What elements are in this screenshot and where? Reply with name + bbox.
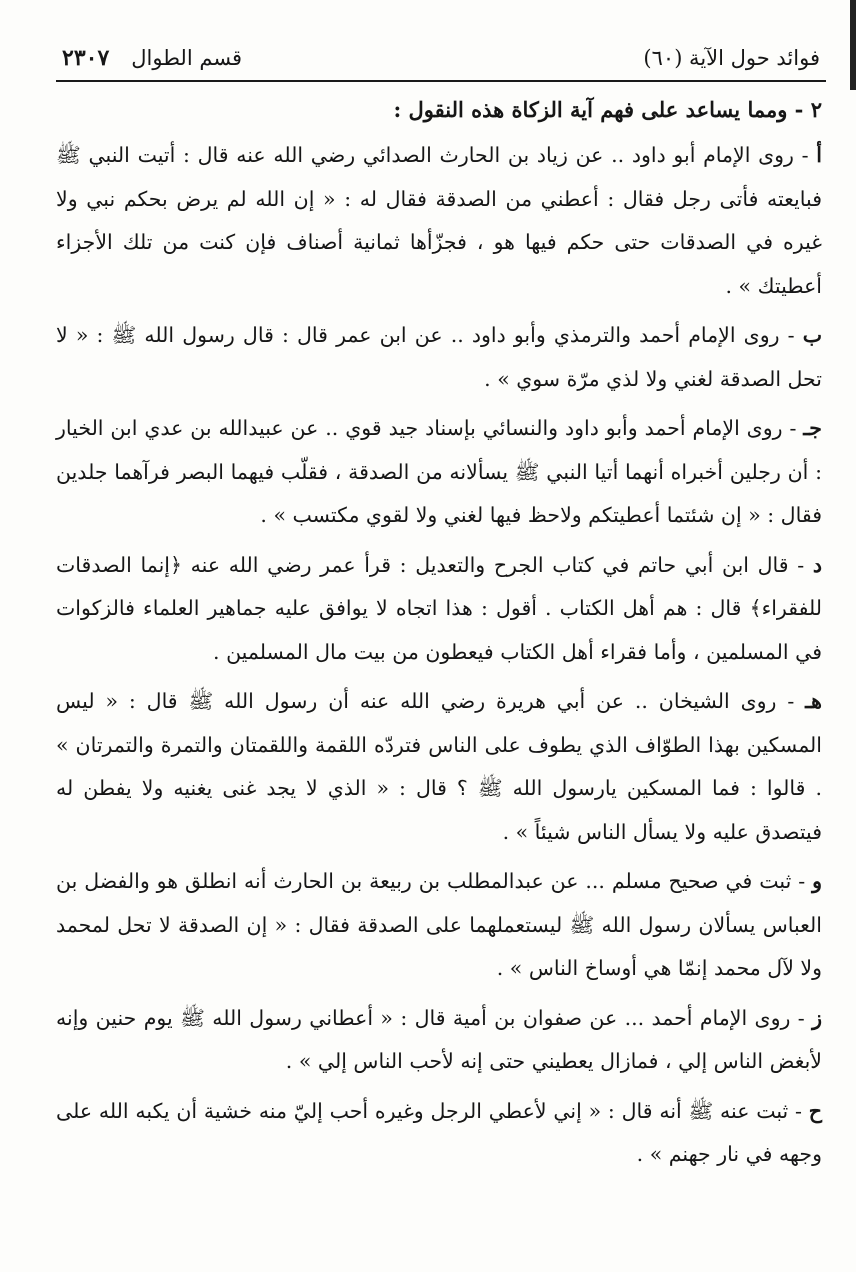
entry-alif: أ - روى الإمام أبو داود .. عن زياد بن الحارث الصدائي رضي الله عنه قال : أتيت النبي ﷺ فبايعته فأتى رجل فقال : أعطني من الصدقة فقال له : « إن الله لم يرض بحكم نبي ولا غيره في الصدقات حتى حكم فيها هو ، فجزّأها ثمانية أصناف فإن كنت من تلك الأجزاء أعطيتك » . (56, 143, 822, 298)
running-header (56, 42, 826, 82)
entry-marker: هـ (805, 689, 822, 713)
page-number: ٢٣٠٧ (62, 45, 110, 71)
header-title: فوائد حول الآية (٦٠) (643, 46, 820, 70)
page-edge-shadow (850, 0, 856, 90)
entry-ba: ب - روى الإمام أحمد والترمذي وأبو داود .. عن ابن عمر قال : قال رسول الله ﷺ : « لا تحل الصدقة لغني ولا لذي مرّة سوي » . (56, 323, 822, 391)
entry-dal: د - قال ابن أبي حاتم في كتاب الجرح والتعديل : قرأ عمر رضي الله عنه ﴿إنما الصدقات للفقراء﴾ قال : هم أهل الكتاب . أقول : هذا اتجاه لا يوافق عليه جماهير العلماء فالزكوات في المسلمين ، وأما فقراء أهل الكتاب فيعطون من بيت مال المسلمين . (56, 552, 822, 664)
entry-ha: هـ - روى الشيخان .. عن أبي هريرة رضي الله عنه أن رسول الله ﷺ قال : « ليس المسكين بهذا الطوّاف الذي يطوف على الناس فتردّه اللقمة واللقمتان والتمرة والتمرتان » . قالوا : فما المسكين يارسول الله ﷺ ؟ قال : « الذي لا يجد غنى يغنيه ولا يفطن له فيتصدق عليه ولا يسأل الناس شيئاً » . (56, 689, 822, 844)
entry-marker: ز (812, 1005, 822, 1030)
entry-ha-2: ح - ثبت عنه ﷺ أنه قال : « إني لأعطي الرجل وغيره أحب إليّ منه خشية أن يكبه الله على وجهه في نار جهنم » . (56, 1098, 822, 1166)
header-section: قسم الطوال (131, 46, 243, 70)
entry-text: روى الإمام أحمد وأبو داود والنسائي بإسناد جيد قوي .. عن عبيدالله بن عدي ابن الخيار : أن رجلين أخبراه أنهما أتيا النبي ﷺ يسألانه من الصدقة ، فقلّب فيهما البصر فرآهما جلدين فقال : « إن شئتما أعطيتكم ولاحظ فيها لغني ولا لقوي مكتسب » . (56, 416, 822, 527)
entry-text: ثبت عنه ﷺ أنه قال : « إني لأعطي الرجل وغيره أحب إليّ منه خشية أن يكبه الله على وجهه في نار جهنم » . (56, 1098, 822, 1166)
section-intro: ٢ - ومما يساعد على فهم آية الزكاة هذه النقول : (393, 97, 822, 122)
entry-marker: جـ (803, 416, 822, 440)
entry-text: روى الإمام أحمد ... عن صفوان بن أمية قال : « أعطاني رسول الله ﷺ يوم حنين وإنه لأبغض الناس إلي ، فمازال يعطيني حتى إنه لأحب الناس إلي » . (56, 1005, 822, 1073)
header-left-group (62, 42, 242, 74)
entry-text: روى الإمام أبو داود .. عن زياد بن الحارث الصدائي رضي الله عنه قال : أتيت النبي ﷺ فبايعته فأتى رجل فقال : أعطني من الصدقة فقال له : « إن الله لم يرض بحكم نبي ولا غيره في الصدقات حتى حكم فيها هو ، فجزّأها ثمانية أصناف فإن كنت من تلك الأجزاء أعطيتك » . (56, 143, 822, 298)
entry-text: ثبت في صحيح مسلم ... عن عبدالمطلب بن ربيعة بن الحارث أنه انطلق هو والفضل بن العباس يسألان رسول الله ﷺ ليستعملهما على الصدقة فقال : « إن الصدقة لا تحل لمحمد ولا لآل محمد إنمّا هي أوساخ الناس » . (56, 869, 822, 980)
entry-zay: ز - روى الإمام أحمد ... عن صفوان بن أمية قال : « أعطاني رسول الله ﷺ يوم حنين وإنه لأبغض الناس إلي ، فمازال يعطيني حتى إنه لأحب الناس إلي » . (56, 1005, 822, 1073)
entry-marker: ب (802, 323, 822, 347)
entry-waw: و - ثبت في صحيح مسلم ... عن عبدالمطلب بن ربيعة بن الحارث أنه انطلق هو والفضل بن العباس يسألان رسول الله ﷺ ليستعملهما على الصدقة فقال : « إن الصدقة لا تحل لمحمد ولا لآل محمد إنمّا هي أوساخ الناس » . (56, 869, 822, 980)
book-page (56, 42, 826, 1177)
entry-text: روى الشيخان .. عن أبي هريرة رضي الله عنه أن رسول الله ﷺ قال : « ليس المسكين بهذا الطوّاف الذي يطوف على الناس فتردّه اللقمة واللقمتان والتمرة والتمرتان » . قالوا : فما المسكين يارسول الله ﷺ ؟ قال : « الذي لا يجد غنى يغنيه ولا يفطن له فيتصدق عليه ولا يسأل الناس شيئاً » . (56, 689, 822, 844)
entry-jim: جـ - روى الإمام أحمد وأبو داود والنسائي بإسناد جيد قوي .. عن عبيدالله بن عدي ابن الخيار : أن رجلين أخبراه أنهما أتيا النبي ﷺ يسألانه من الصدقة ، فقلّب فيهما البصر فرآهما جلدين فقال : « إن شئتما أعطيتكم ولاحظ فيها لغني ولا لقوي مكتسب » . (56, 416, 822, 527)
entry-marker: أ (816, 143, 822, 167)
entry-text: روى الإمام أحمد والترمذي وأبو داود .. عن ابن عمر قال : قال رسول الله ﷺ : « لا تحل الصدقة لغني ولا لذي مرّة سوي » . (56, 323, 822, 391)
entry-marker: ح (808, 1098, 822, 1123)
entry-marker: د (812, 552, 822, 577)
entry-marker: و (812, 869, 822, 893)
entry-text: قال ابن أبي حاتم في كتاب الجرح والتعديل : قرأ عمر رضي الله عنه ﴿إنما الصدقات للفقراء﴾ قال : هم أهل الكتاب . أقول : هذا اتجاه لا يوافق عليه جماهير العلماء فالزكوات في المسلمين ، وأما فقراء أهل الكتاب فيعطون من بيت مال المسلمين . (56, 552, 822, 664)
